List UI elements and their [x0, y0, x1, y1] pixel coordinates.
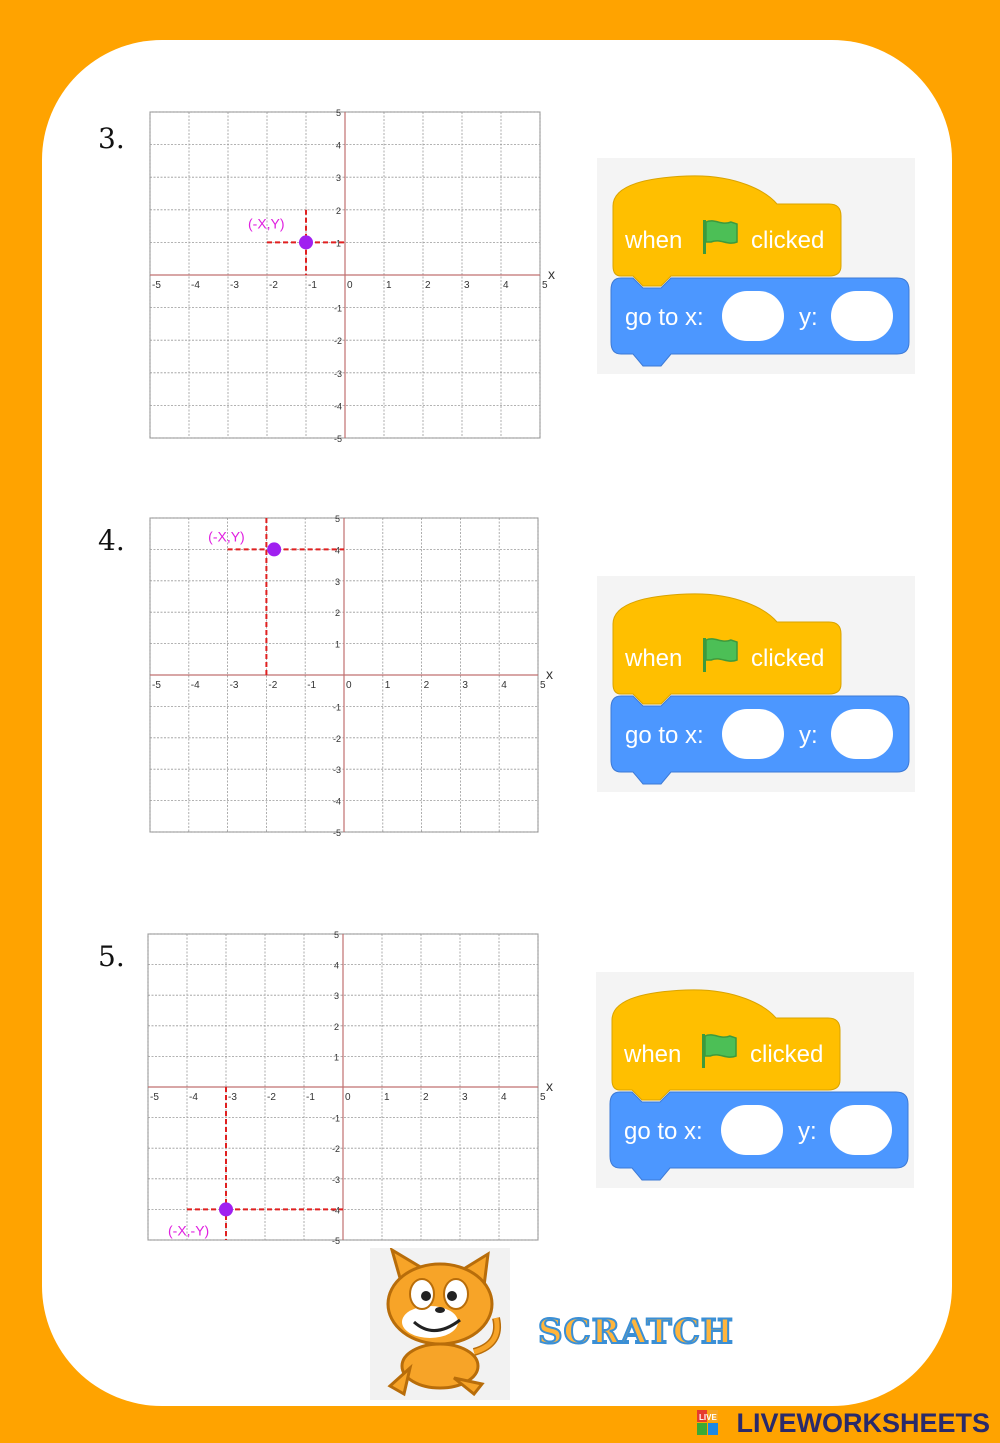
x-tick-label: -1	[307, 680, 317, 691]
coordinate-grid	[138, 924, 568, 1260]
x-axis-label: x	[546, 666, 553, 682]
scratch-block-shapes	[597, 576, 915, 792]
liveworksheets-brand: LIVEWORKSHEETS	[736, 1408, 990, 1438]
scratch-logo: SCRATCH	[538, 1312, 734, 1352]
x-tick-label: 0	[345, 1092, 351, 1103]
x-tick-label: 2	[425, 280, 431, 291]
scratch-block-panel	[596, 972, 914, 1188]
event-when-label: when	[624, 1041, 682, 1068]
scratch-block-shapes	[597, 158, 915, 374]
x-input-slot[interactable]	[722, 291, 784, 341]
y-tick-label: 4	[335, 545, 341, 556]
y-label: y:	[798, 1118, 817, 1145]
scratch-block-shapes	[596, 972, 914, 1188]
logo-badge-text: LIVE	[699, 1413, 717, 1422]
x-tick-label: 4	[501, 680, 507, 691]
event-clicked-label: clicked	[751, 645, 825, 672]
point-label: (-X,Y)	[248, 215, 285, 232]
y-tick-label: -2	[332, 1144, 341, 1155]
y-tick-label: -4	[333, 796, 342, 807]
x-tick-label: 3	[462, 1092, 468, 1103]
y-tick-label: 4	[334, 960, 340, 971]
point-label: (-X,Y)	[208, 528, 245, 545]
event-clicked-label: clicked	[750, 1041, 824, 1068]
y-tick-label: 1	[335, 639, 341, 650]
x-tick-label: 3	[464, 280, 470, 291]
y-tick-label: 5	[335, 514, 341, 524]
x-tick-label: 0	[346, 680, 352, 691]
scratch-block-panel	[597, 158, 915, 374]
event-when-label: when	[625, 645, 683, 672]
x-tick-label: -1	[308, 280, 317, 291]
x-tick-label: -5	[150, 1092, 159, 1103]
x-tick-label: 5	[540, 1092, 546, 1103]
y-tick-label: 5	[336, 108, 342, 118]
y-tick-label: -2	[334, 336, 343, 347]
x-tick-label: -2	[267, 1092, 276, 1103]
x-tick-label: -3	[228, 1092, 237, 1103]
y-tick-label: -5	[332, 1236, 341, 1246]
event-clicked-label: clicked	[751, 227, 825, 254]
y-tick-label: 1	[336, 238, 342, 249]
scratch-cat-icon	[370, 1248, 510, 1400]
x-tick-label: -5	[152, 280, 161, 291]
x-tick-label: -3	[229, 680, 239, 691]
grid-group	[150, 514, 553, 838]
y-tick-label: 1	[334, 1052, 340, 1063]
y-tick-label: -5	[334, 434, 343, 444]
x-tick-label: -2	[269, 280, 278, 291]
y-tick-label: -1	[334, 303, 343, 314]
y-tick-label: -3	[333, 765, 342, 776]
y-tick-label: -4	[332, 1205, 341, 1216]
x-tick-label: -3	[230, 280, 239, 291]
x-tick-label: 1	[386, 280, 392, 291]
x-tick-label: -5	[152, 680, 161, 691]
question-number: 5.	[98, 940, 125, 973]
x-tick-label: 3	[462, 680, 468, 691]
y-input-slot[interactable]	[831, 291, 893, 341]
y-tick-label: -3	[332, 1174, 341, 1185]
liveworksheets-logo-icon	[697, 1410, 719, 1436]
x-tick-label: 5	[542, 280, 548, 291]
y-tick-label: -1	[333, 702, 342, 713]
y-label: y:	[799, 722, 818, 749]
y-tick-label: 4	[336, 140, 342, 151]
event-when-label: when	[625, 227, 683, 254]
point-label: (-X,-Y)	[168, 1222, 210, 1239]
x-input-slot[interactable]	[722, 709, 784, 759]
x-tick-label: 4	[503, 280, 509, 291]
y-tick-label: 2	[334, 1021, 340, 1032]
y-input-slot[interactable]	[830, 1105, 892, 1155]
coordinate-grid	[140, 102, 570, 458]
x-tick-label: 0	[347, 280, 353, 291]
plotted-point	[219, 1202, 233, 1216]
x-tick-label: 2	[423, 680, 430, 691]
y-tick-label: 3	[334, 991, 340, 1002]
question-number: 4.	[98, 524, 125, 557]
y-tick-label: 3	[335, 576, 341, 587]
y-tick-label: 2	[336, 205, 342, 216]
y-tick-label: -1	[332, 1113, 341, 1124]
y-tick-label: -5	[333, 828, 342, 838]
x-axis-label: x	[548, 266, 555, 282]
x-tick-label: 1	[384, 1092, 390, 1103]
x-tick-label: -4	[191, 280, 200, 291]
x-tick-label: -2	[268, 680, 278, 691]
x-tick-label: 4	[501, 1092, 507, 1103]
x-tick-label: 1	[384, 680, 391, 691]
y-tick-label: 3	[336, 173, 342, 184]
coordinate-grid	[140, 508, 568, 852]
y-input-slot[interactable]	[831, 709, 893, 759]
go-to-x-label: go to x:	[625, 722, 704, 749]
x-tick-label: 5	[540, 680, 546, 691]
y-tick-label: -4	[334, 401, 343, 412]
x-input-slot[interactable]	[721, 1105, 783, 1155]
plotted-point	[267, 542, 281, 556]
x-tick-label: 2	[423, 1092, 429, 1103]
y-tick-label: -2	[333, 733, 342, 744]
y-tick-label: -3	[334, 368, 343, 379]
x-tick-label: -1	[306, 1092, 315, 1103]
grid-group	[150, 108, 555, 444]
scratch-block-panel	[597, 576, 915, 792]
y-label: y:	[799, 304, 818, 331]
x-axis-label: x	[546, 1078, 553, 1094]
x-tick-label: -4	[190, 680, 200, 691]
y-tick-label: 5	[334, 930, 340, 940]
go-to-x-label: go to x:	[625, 304, 704, 331]
plotted-point	[299, 235, 313, 249]
y-tick-label: 2	[335, 608, 341, 619]
x-tick-label: -4	[189, 1092, 198, 1103]
grid-group	[148, 930, 553, 1246]
go-to-x-label: go to x:	[624, 1118, 703, 1145]
question-number: 3.	[98, 122, 125, 155]
